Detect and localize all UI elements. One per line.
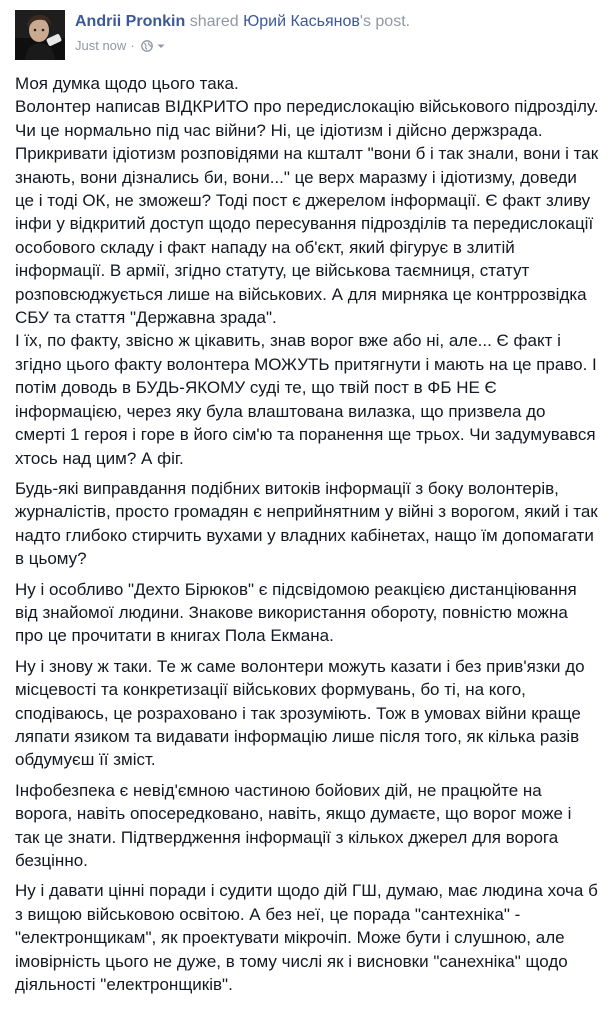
shared-label: shared [189, 13, 239, 30]
post-body [15, 72, 600, 996]
post-paragraph: Ну і давати цінні поради і судити щодо дій ГШ, думаю, має людина хоча б з вищою військовою освітою. А без неї, це порада "сантехніка" - "електронщикам", як проектувати мікрочіп. Може бути і слушною, але імовірність цього не дуже, в тому числі як і висновки "санехніка" щодо діяльності "електронщиків". [15, 881, 598, 995]
chevron-down-icon[interactable] [155, 40, 167, 52]
post-label: 's post. [359, 13, 411, 30]
story-meta [75, 38, 603, 54]
globe-icon[interactable] [141, 40, 153, 52]
post-paragraph: Ну і особливо "Дехто Бірюков" є підсвідомою реакцією дистанціювання від знайомої людини. Знакове використання обороту, повністю можна про це прочитати в книгах Пола Екмана. [15, 579, 577, 646]
original-author-link[interactable]: Юрий Касьянов [243, 13, 360, 30]
post-paragraph: Моя думка щодо цього така. Волонтер написав ВІДКРИТО про передислокацію військового підрозділу. Чи це нормально під час війни? Ні, це ідіотизм і дійсно держзрада. Прикривати ідіотизм розповідями на кшталт "вони б і так знали, вони і так знають, вони дізнались би, вони..." це верх маразму і ідіотизму, доведи це і тоді ОК, не зможеш? Тоді пост є джерелом інформації. Є факт зливу інфи у відкритий доступ щодо пересування підрозділів та передислокації особового складу і факт нападу на об'єкт, який фігурує в злитій інформації. В армії, згідно статуту, це військова таємниця, статут розповсюджується лише на військових. А для мирняка це контррозвідка СБУ та стаття "Державна зрада". І їх, по факту, звісно ж цікавить, знав ворог вже або ні, але... Є факт і згідно цього факту волонтера МОЖУТЬ притягнути і мають на це право. І потім доводь в БУДЬ-ЯКОМУ суді те, що твій пост в ФБ НЕ Є інформацією, через яку була влаштована вилазка, що призвела до смерті 1 героя і горе в його сім'ю та поранення ще трьох. Чи задумувався хтось над цим? А фіг. [15, 74, 599, 468]
separator-dot: · [130, 38, 135, 53]
post-paragraph: Будь-які виправдання подібних витоків інформації з боку волонтерів, журналістів, просто громадян є неприйнятним у війні з ворогом, який і так надто глибоко стирчить вухами у владних кабінетах, нащо їм допомагати в цьому? [15, 478, 598, 569]
story-title [75, 12, 603, 32]
header-text [75, 12, 603, 54]
post-paragraph: Ну і знову ж таки. Те ж саме волонтери можуть казати і без прив'язки до місцевості та конкретизації військових формувань, бо ті, на кого, сподіваюсь, це розраховано і так зрозуміють. Тож в умовах війни краще ляпати язиком та видавати інформацію лише після того, як кілька разів обдумуєш її зміст. [15, 656, 585, 770]
avatar[interactable] [15, 10, 65, 60]
timestamp-link[interactable]: Just now [75, 38, 127, 53]
post-paragraph: Інфобезпека є невід'ємною частиною бойових дій, не працюйте на ворога, навіть опосередковано, навіть, якщо думаєте, що ворог може і так це знати. Підтвердження інформації з кількох джерел для ворога безцінно. [15, 780, 572, 870]
avatar-photo [15, 10, 65, 60]
story-header [15, 0, 603, 72]
actor-name-link[interactable]: Andrii Pronkin [75, 13, 186, 30]
